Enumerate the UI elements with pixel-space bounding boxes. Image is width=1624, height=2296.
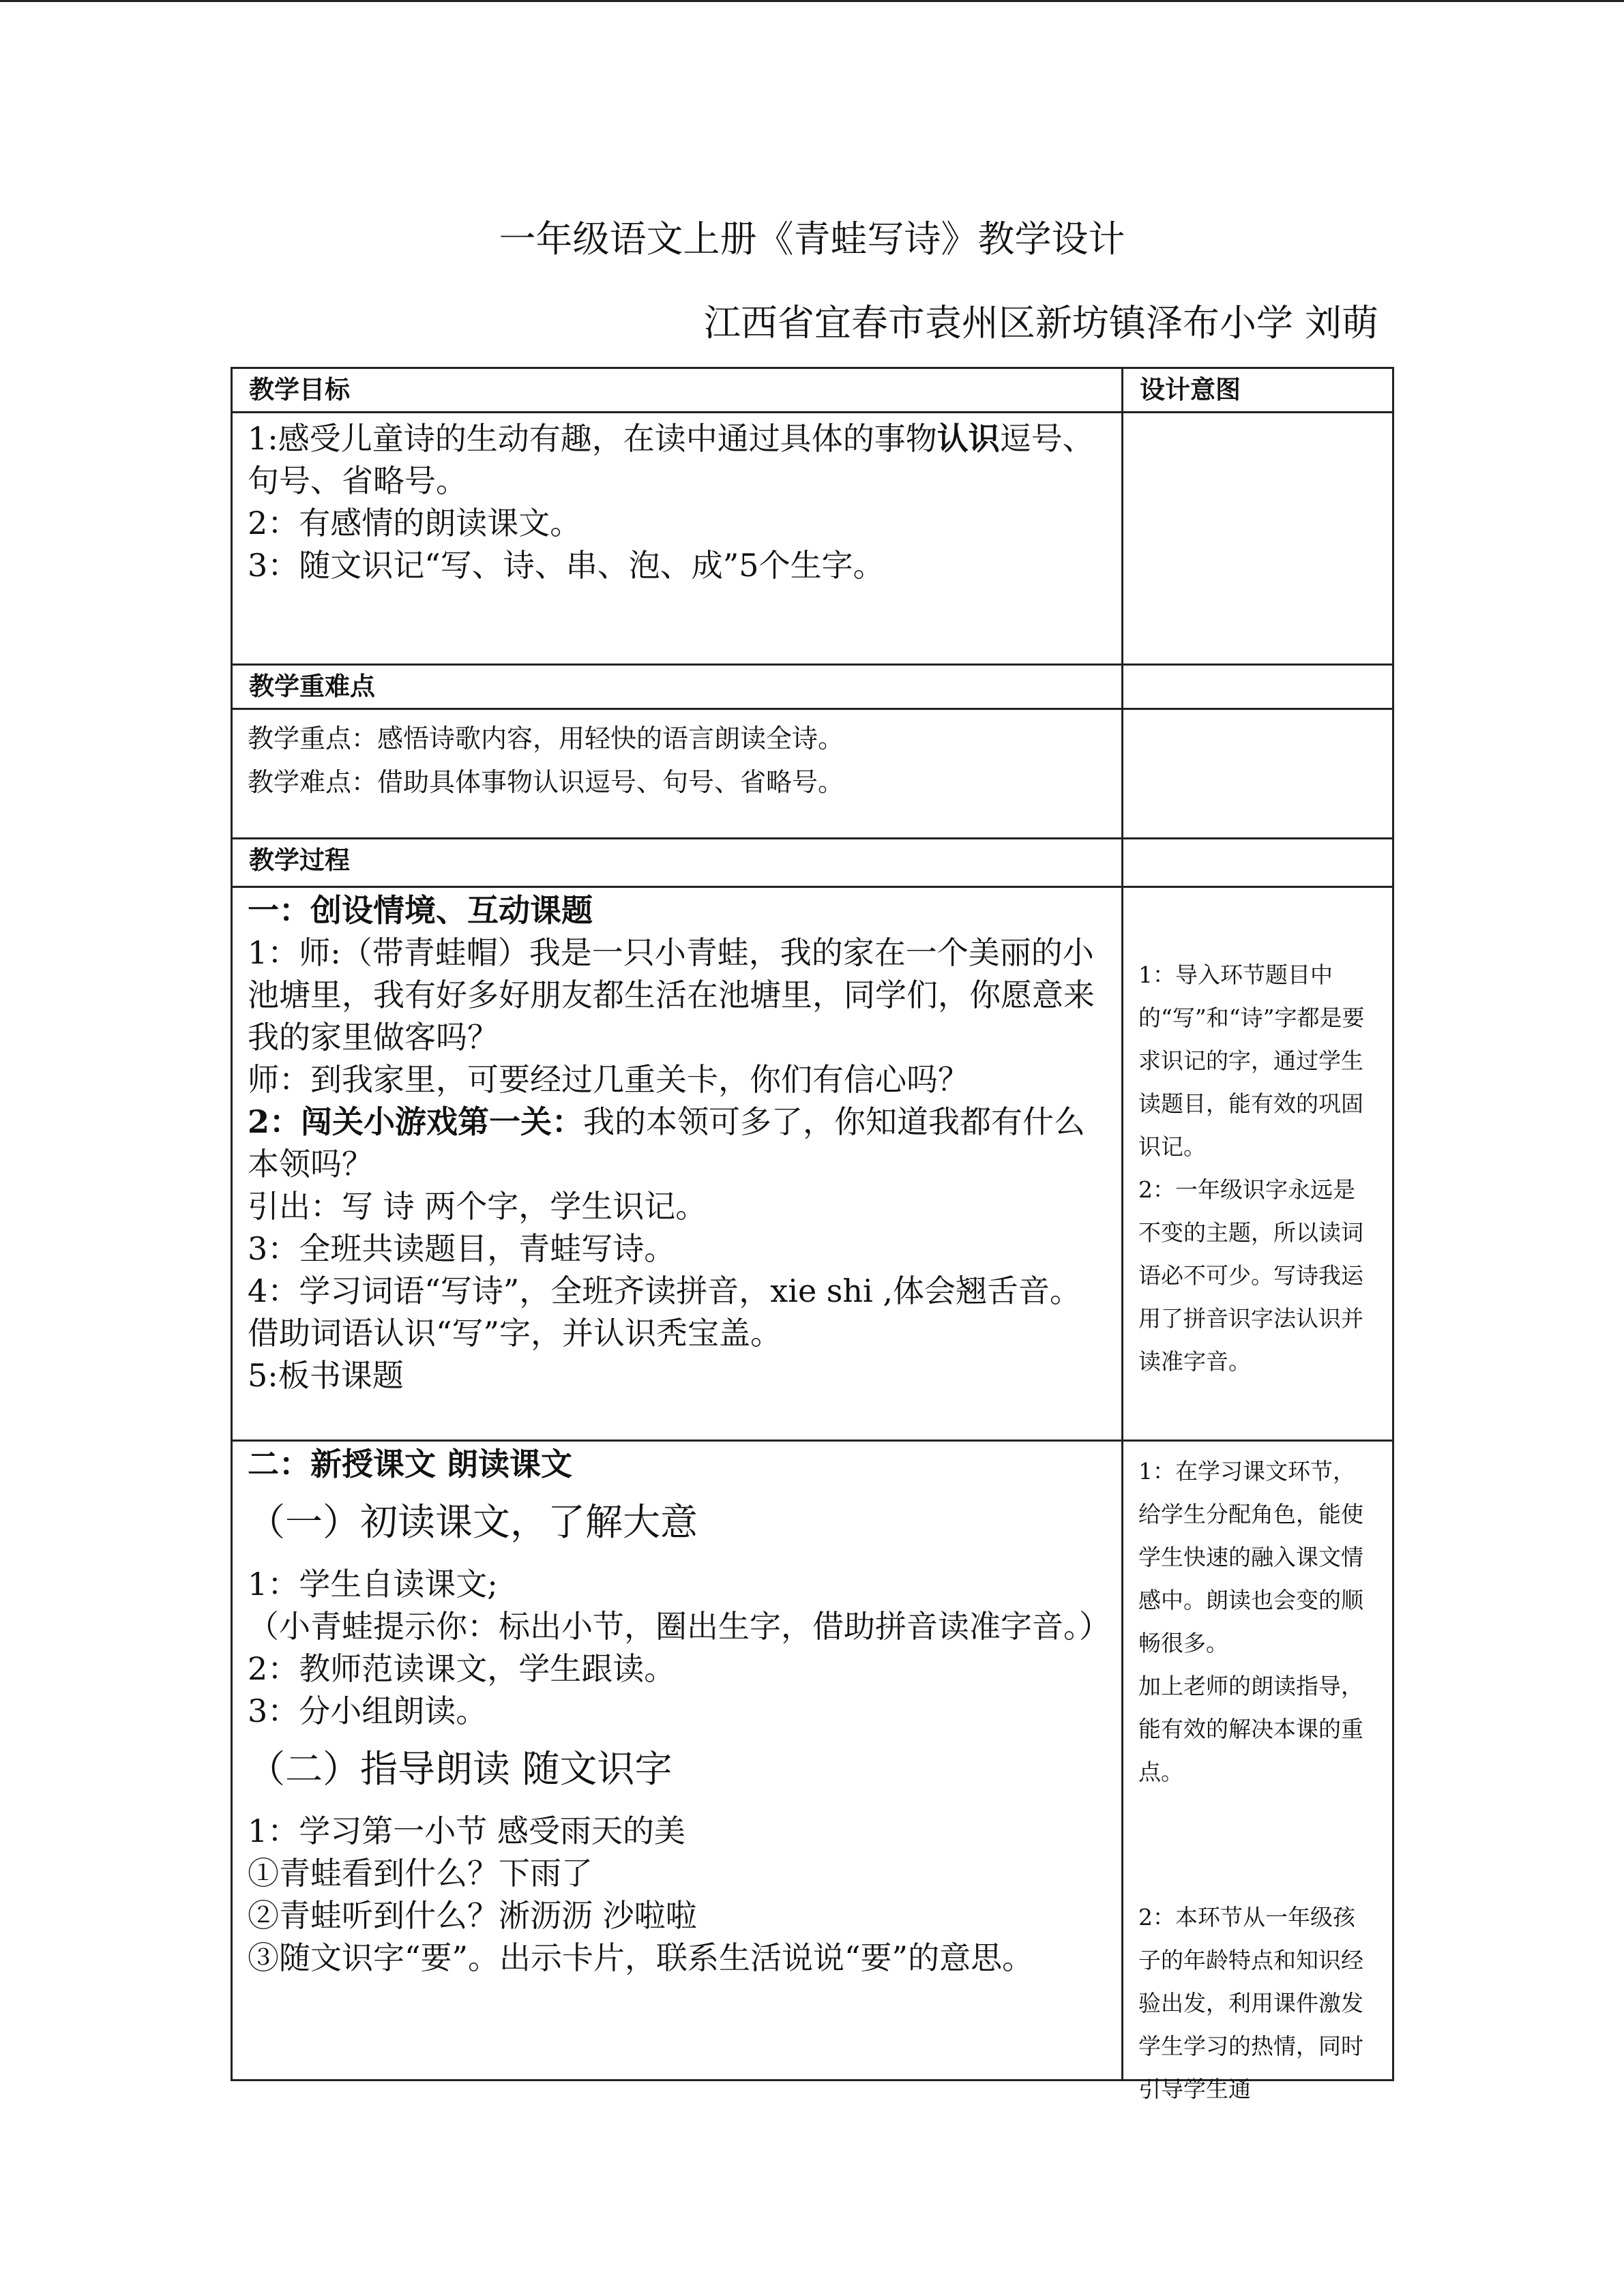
section2-heading: 二：新授课文 朗读课文 xyxy=(248,1446,573,1482)
goals-content-cell xyxy=(231,411,1123,666)
design-header: 设计意图 xyxy=(1140,375,1241,404)
section2-note-3: 2：本环节从一年级孩子的年龄特点和知识经验出发，利用课件激发学生学习的热情，同时引导学生通 xyxy=(1138,1904,1363,2102)
section2-line-8: ③随文识字“要”。出示卡片，联系生活说说“要”的意思。 xyxy=(248,1939,1034,1976)
section2-subheading-2: （二）指导朗读 随文识字 xyxy=(248,1747,673,1791)
goals-design-cell xyxy=(1121,411,1394,666)
goal-3: 3：随文识记“写、诗、串、泡、成”5个生字。 xyxy=(248,547,885,584)
section1-line-4: 引出：写 诗 两个字，学生识记。 xyxy=(248,1188,707,1225)
key-header-cell xyxy=(231,664,1123,710)
section2-line-7: ②青蛙听到什么？淅沥沥 沙啦啦 xyxy=(248,1897,697,1934)
section1-line-8: 5:板书课题 xyxy=(248,1357,404,1394)
section2-line-5: 1：学习第一小节 感受雨天的美 xyxy=(248,1813,685,1849)
key-design-cell xyxy=(1121,708,1394,839)
document-title: 一年级语文上册《青蛙写诗》教学设计 xyxy=(499,218,1125,260)
goal-2: 2：有感情的朗读课文。 xyxy=(248,505,582,541)
section1-line-7: 借助词语认识“写”字，并认识秃宝盖。 xyxy=(248,1315,782,1352)
section2-design-cell xyxy=(1121,1440,1394,2102)
section1-line-1: 1：师:（带青蛙帽）我是一只小青蛙，我的家在一个美丽的小池塘里，我有好多好朋友都生活在池塘里，同学们，你愿意来我的家里做客吗？ xyxy=(248,934,1095,1056)
section1-heading: 一：创设情境、互动课题 xyxy=(248,892,593,929)
section1-design-cell xyxy=(1121,886,1394,1442)
top-border-line xyxy=(0,0,1624,2)
process-header: 教学过程 xyxy=(249,846,350,875)
section2-note-1: 1：在学习课文环节，给学生分配角色，能使学生快速的融入课文情感中。朗读也会变的顺畅很多。 xyxy=(1138,1458,1363,1656)
section2-note-2: 加上老师的朗读指导，能有效的解决本课的重点。 xyxy=(1138,1673,1363,1785)
section1-note-1: 1：导入环节题目中的“写”和“诗”字都是要求识记的字，通过学生读题目，能有效的巩固识记。 xyxy=(1138,961,1365,1160)
section2-line-3: 2：教师范读课文，学生跟读。 xyxy=(248,1650,676,1687)
section1-note-2: 2：一年级识字永远是不变的主题，所以读词语必不可少。写诗我运用了拼音识字法认识并读准字音。 xyxy=(1138,1176,1363,1375)
section1-line-3: 2：闯关小游戏第一关：我的本领可多了，你知道我都有什么本领吗？ xyxy=(248,1103,1086,1182)
goal-1: 1:感受儿童诗的生动有趣，在读中通过具体的事物认识逗号、句号、省略号。 xyxy=(248,420,1094,499)
key-point-focus: 教学重点：感悟诗歌内容，用轻快的语言朗读全诗。 xyxy=(248,724,844,754)
process-header-design-cell xyxy=(1121,837,1394,888)
key-header-design-cell xyxy=(1121,664,1394,710)
section1-line-5: 3：全班共读题目，青蛙写诗。 xyxy=(248,1230,676,1267)
section2-line-1: 1：学生自读课文; xyxy=(248,1566,498,1602)
section2-subheading-1: （一）初读课文，了解大意 xyxy=(248,1500,698,1544)
key-point-difficulty: 教学难点：借助具体事物认识逗号、句号、省略号。 xyxy=(248,767,844,797)
section2-line-6: ①青蛙看到什么？下雨了 xyxy=(248,1855,593,1892)
section2-line-2: （小青蛙提示你：标出小节，圈出生字，借助拼音读准字音。） xyxy=(248,1608,1110,1645)
section1-line-2: 师：到我家里，可要经过几重关卡，你们有信心吗？ xyxy=(248,1061,969,1098)
section1-line-6: 4：学习词语“写诗”，全班齐读拼音，xie shi ,体会翘舌音。 xyxy=(248,1272,1081,1309)
section2-line-4: 3：分小组朗读。 xyxy=(248,1693,488,1729)
key-header: 教学重难点 xyxy=(249,672,375,701)
section1-cell xyxy=(231,886,1123,1442)
goals-header: 教学目标 xyxy=(249,375,350,404)
design-header-cell xyxy=(1121,367,1394,413)
goals-header-cell xyxy=(231,367,1123,413)
process-header-cell xyxy=(231,837,1123,888)
author-line: 江西省宜春市袁州区新坊镇泽布小学 刘萌 xyxy=(703,301,1378,344)
section2-cell xyxy=(231,1440,1123,2081)
key-content-cell xyxy=(231,708,1123,839)
